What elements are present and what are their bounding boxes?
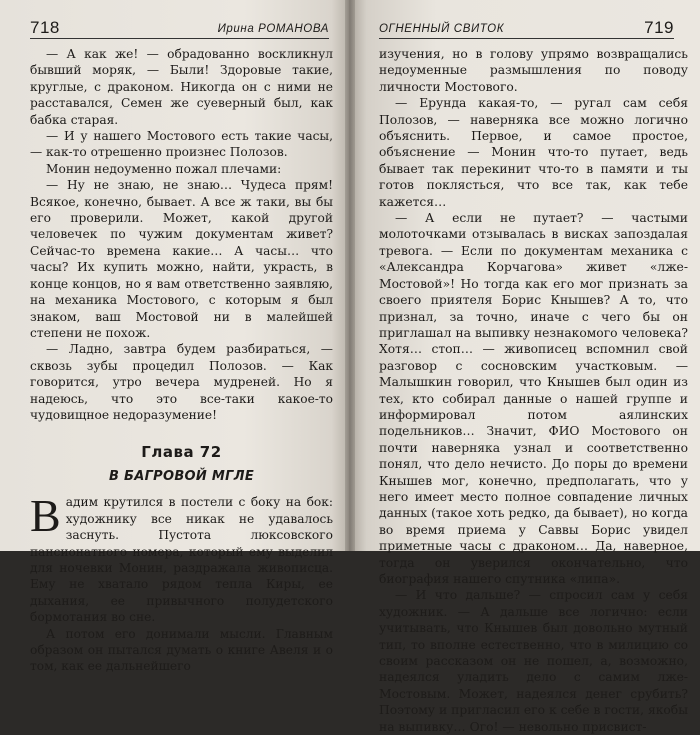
- left-page: [0, 0, 349, 674]
- paragraph: Монин недоуменно пожал плечами:: [46, 161, 282, 176]
- paragraph: А потом его донимали мысли. Главным образом он пытался думать о книге Авеля и о том, как ее дальнейшего: [30, 626, 333, 674]
- chapter-opening-text: адим крутился в постели с боку на бок: художнику все никак не удавалось заснуть. Пустота люксовского пансионатного номера, который ему выделил для ночевки Монин, раздражала живописца. Ему не хватало рядом тепла Киры, ее дыхания, ее привычного полудетского бормотания во сне.: [30, 495, 333, 625]
- chapter-title: В БАГРОВОЙ МГЛЕ: [108, 469, 255, 485]
- right-page-number: 719: [644, 18, 674, 37]
- paragraph: — А как же! — обрадованно воскликнул бывший моряк, — Были! Здоровые такие, круглые, с драконом. Никогда он с ними не расставался, Семен же суеверный был, как бабка старая.: [30, 47, 333, 127]
- right-body-text: [379, 46, 688, 735]
- right-running-title: ОГНЕННЫЙ СВИТОК: [379, 23, 505, 35]
- left-running-title: Ирина РОМАНОВА: [217, 23, 329, 35]
- paragraph: — Ну не знаю, не знаю… Чудеса прям! Всякое, конечно, бывает. А все ж таки, вы бы его проверили. Может, какой другой человечек по чужим документам живет? Сейчас-то времена какие… А часы… что часы? Их купить можно, найти, украсть, в конце концов, но я вам ответственно заявляю, на механика Мостового, с которым я был знаком, ваш Мостовой ни в малейшей степени не похож.: [30, 178, 333, 340]
- paragraph: — Ладно, завтра будем разбираться, — сквозь зубы процедил Полозов. — Как говорится, утро вечера мудреней. Но я надеюсь, что это все-таки какое-то чудовищное недоразумение!: [30, 342, 333, 422]
- right-running-head: [379, 14, 674, 39]
- paragraph: — И что дальше? — спросил сам у себя художник. — А дальше все логично: если учитывать, что Кнышев был довольно мутный тип, то вполне естественно, что в милицию со своим рассказом он не пошел, а, возможно, надеялся уладить дело с самим лже-Мостовым. Может, надеялся денег срубить? Поэтому и пригласил его к себе в гости, якобы на выпивку… Ого! — невольно присвист-: [379, 588, 688, 734]
- left-page-number: 718: [30, 18, 60, 37]
- paragraph: изучения, но в голову упрямо возвращались недоуменные размышления по поводу личности Мостового.: [379, 47, 688, 94]
- chapter-opening-paragraph: [30, 490, 333, 625]
- paragraph: — И у нашего Мостового есть такие часы, — как-то отрешенно произнес Полозов.: [30, 129, 333, 160]
- paragraph: — А если не путает? — частыми молоточками отзывалась в висках запоздалая тревога. — Если по документам механика с «Александра Корчагова» живет «лже-Мостовой»! Но тогда как его мог признать за своего приятеля Борис Кнышев? А то, что признал, за точно, иначе с чего бы он приглашал на выпивку незнакомого человека? Хотя… стоп… — живописец вспомнил свой разговор с сосновским участковым. — Малышкин говорил, что Кнышев был один из тех, кто собирал данные о нашей группе и информировал потом аялинских подельников… Значит, ФИО Мостового он почти наверняка узнал и соответственно понял, что дело нечисто. До поры до времени Кнышев мог, конечно, предполагать, что у него имеет место полное совпадение личных данных (такое хоть редко, да бывает), но когда во время приема у Саввы Борис увидел приметные часы с драконом… Да, наверное, тогда он уверился окончательно, что биография нашего спутника «липа».: [379, 211, 688, 586]
- drop-cap: В: [30, 490, 61, 542]
- book-gutter-shadow: [345, 0, 355, 551]
- left-running-head: [30, 14, 329, 39]
- paragraph: — Ерунда какая-то, — ругал сам себя Полозов, — наверняка все можно логично объяснить. Первое, и самое простое, объяснение — Монин что-то путает, ведь бывает так перекинит что-то в памяти и ты готов поклясться, что все так, как тебе кажется…: [379, 96, 688, 209]
- chapter-number: Глава 72: [141, 443, 222, 462]
- right-page: [349, 0, 700, 734]
- left-body-text: [30, 46, 333, 675]
